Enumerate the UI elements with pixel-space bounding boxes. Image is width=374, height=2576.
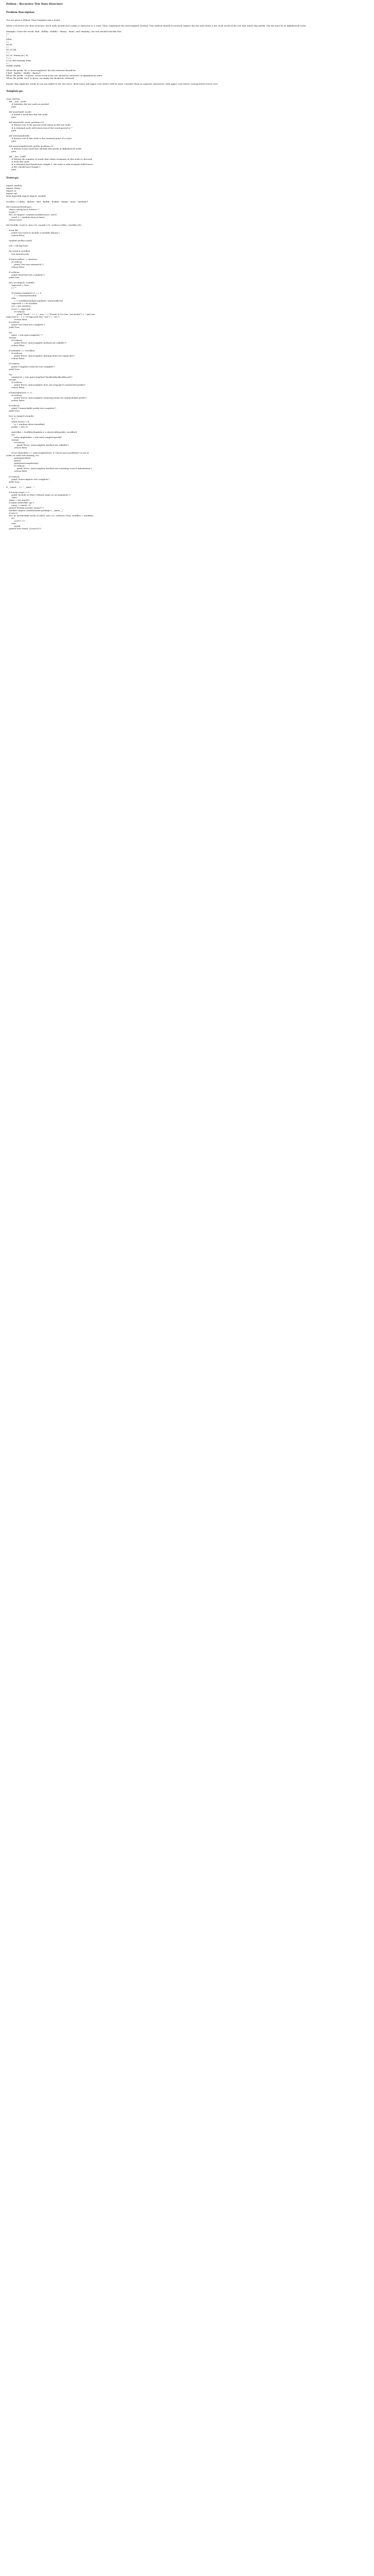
tester-code-block: import random import string import re import sys from importlib import import_module wordlist = ['Abby', 'Abbott', 'dad', 'daddy', 'daddio', 'danny', 'mum', 'mummy'] def GenerateWord(size): chars=string.ascii_letters+"" word="" for i in range(0, random.randint(size/2, size)): word += random.choice(chars) return word def Test(lib, seed=0, size=10, rounds=10, verbose=False, wordlist=[]): if not lib: print("You need to include a testable library") return False random.seed(a=seed) trie = lib.MyTrie() for word in wordlist: trie.insert(word) if len(wordlist) != len(trie): if verbose: print("Trie size mismatch!") return False if verbose: print("Insertion test complete") yield True for j in range(0, rounds): expected = True c="" if random.randint(0,2) == 0: c = GenerateWord(6) else: c = wordlist[random.randint(0, len(wordlist))] expected = c in wordlist res = trie.exists(c) if res != expected: if verbose: print("Word " + c + " was " + ("found" if res else "not found") + " and was expected to " + ("" if expected else "not") + " be.") return False if verbose: print("Trie item test complete") yield True try: mlist = trie.autoComplete("") except: if verbose: print("Error: Autocomplete method not callable") return False if not(mlist == wordlist): if verbose: print("Error: Autocomplete missing items for empty list") return False if verbose: print("Complete retrieval test complete") yield True try: emptyList = trie.autoComplete("fasdfasdfasdfasdfasewf") except: if verbose: print("Error: Autocomplete does not respond to unmatched prefix") return False if len(emptyList) != 0: if verbose: print("Error: Autocomplete returning items for unmatchable prefix") return False if verbose: print("Unmatchable prefix test complete") yield True for j in range(0,rounds): w = "" while len(w) < 4: w = random.choice(wordlist) prefix = w[0:3] matchlist = list(filter(lambda x: x.startswith(prefix), wordlist)) try: autocompletelist = trie.autoComplete(prefix) except: if verbose: print("Error: Autocomplete method not callable") return False if not (matchlist == autocompletelist): # Check more problems? ie not in order, in order but missing, etc print(matchlist) print() print(autocompletelist) if verbose: print("Error: Autocomplete method not returning correct information") return False if verbose: print("Autocomplete test complete") yield True if __name__ == "__main__": if len(sys.argv) < 2: print("Include at least a library name as an argument.") exit() name = sys.argv[1] if name.endswith(".py"): name = name[:-3] print(f"Testing module {name}") module=import_module(name,package=__name__) score=0 for i in Test(module,seed=123456, size=20, verbose=True, wordlist = wordlist): if i: score+=1 else: break print(f"Test result: {score}/5") [6, 184, 95, 530]
tester-heading: Tester.py: [6, 177, 19, 180]
duplicates-paragraph: Ensure that duplicate words do not get added to the trie twice. Both lower and upper case letters will be used. Consider them as separate characters, with upper case letters coming before lower case. [6, 82, 219, 85]
example-paragraph: Example: Given the words 'dad', 'daddy', 'daddio', 'danny', 'mum', and 'mummy', the trie should look like this: [6, 30, 122, 33]
document-page [0, 0, 362, 530]
autocomplete-behavior-paragraph: When the prefix 'da' is autocompleted, the list returned should be: ['dad', 'daddio', 'daddy', 'danny']. When the prefix '' is given, every word in the trie should be returned, in alphabetical order. When the prefix 'uncl' is given, an empty list should be returned. [6, 68, 103, 79]
task-paragraph: Write a recursive trie data structure. Each node should store either a character or a word. Then, implement the autocomplete method. This method should recursively explore the trie and return a list of all words in the trie that match that prefix. The list must be in alphabetical order. [6, 24, 306, 28]
trie-diagram: | | \ |d|m| / \ |a| |u| / \ |d | n| |m| / \ \ |d | # | danny |m | #| / \ / \ |i | y| dad mummy mum / \ daddio daddy [6, 33, 31, 67]
document-title: Python - Recursive Trie Data Structure [6, 3, 63, 6]
intro-paragraph: You are given a Python Class template and a tester. [6, 19, 61, 21]
problem-heading: Problem Description: [6, 11, 35, 14]
template-code-block: class MyTrie: def __init__(self): # Initialize the trie node as needed pass def insert(self, word): # Insert a word into this trie node pass def exists(self, word, position=0): # Return true if the passed word exists in this trie node # A terminal node will return true if the word passed is "" pass def isTerminal(self): # Return true if this node is the terminal point of a word pass def autoComplete(self, prefix, position=0): # Return every word that extends this prefix in alphabetical order pass def __len__(self): # Return the number of words that either terminate at this node or descend # from this node # A terminal leaf should have length 1, the node A with terminal child leaves # B|C should have length 2 pass [6, 97, 93, 171]
template-heading: Template.py: [6, 90, 23, 93]
